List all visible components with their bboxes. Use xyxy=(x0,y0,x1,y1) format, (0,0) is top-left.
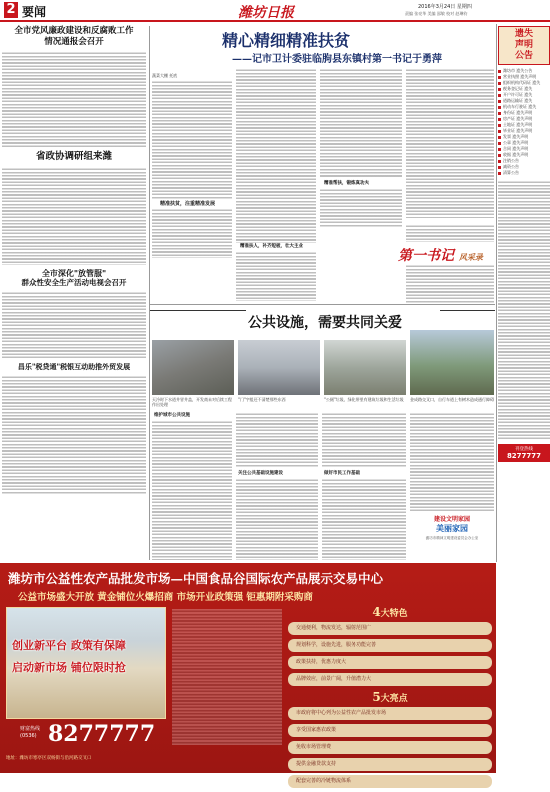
bullet-icon xyxy=(498,154,501,157)
ad-slogan-2: 启动新市场 铺位限时抢 xyxy=(12,661,126,674)
feature-subhead-3: 精准帮扶，锻炼真功夫 xyxy=(324,181,369,186)
headline-party-conduct-sub: 情况通报会召开 xyxy=(44,37,104,47)
public-title: 公共设施，需要共同关爱 xyxy=(248,315,402,331)
notice-item-label: 开户许可证 遗失 xyxy=(503,92,533,97)
ad-advantages xyxy=(288,605,492,792)
ad-advantage-label: 大特色 xyxy=(380,609,408,619)
notices-column xyxy=(498,26,550,776)
bullet-icon xyxy=(498,142,501,145)
notice-item-label: 合同 遗失声明 xyxy=(503,146,529,151)
photo-tree-road xyxy=(410,330,494,395)
date-line: 2016年3月24日 星期四 xyxy=(418,4,472,10)
bullet-icon xyxy=(498,70,501,73)
feature-subhead-1: 精准扶贫，注重精准发展 xyxy=(160,201,216,207)
photo-street xyxy=(238,340,320,395)
bullet-icon xyxy=(498,148,501,151)
ad-feature-item: 享受国家惠农政策 xyxy=(288,724,492,737)
ad-support-title xyxy=(288,690,492,704)
ad-phone-number: 8277777 xyxy=(48,721,156,747)
ad-feature-item: 配套完善的冷链物流体系 xyxy=(288,775,492,788)
notice-item-label: 道路运输证 遗失 xyxy=(503,98,533,103)
notice-item-label: 土地证 遗失声明 xyxy=(503,122,533,127)
article-text xyxy=(2,291,146,359)
market-advertisement xyxy=(0,563,496,784)
feature-title: 精心精细精准扶贫 xyxy=(222,31,351,50)
bullet-icon xyxy=(498,100,501,103)
bullet-icon xyxy=(498,172,501,175)
ad-subline: 公益市场盛大开放 黄金铺位火爆招商 市场开业政策强 钜惠期附采购商 xyxy=(18,592,313,603)
ad-support-num: 5 xyxy=(372,690,381,704)
civilization-promo xyxy=(410,514,494,560)
public-section-c: 做好市民工作基础 xyxy=(324,471,360,476)
notice-title-3: 公告 xyxy=(514,51,533,61)
notice-phone-label: 刊登热线 xyxy=(515,447,533,452)
bullet-icon xyxy=(498,160,501,163)
ad-feature-item: 免收市场管理费 xyxy=(288,741,492,754)
notices-header xyxy=(498,26,550,65)
headline-safety: 群众性安全生产活动电视会召开 xyxy=(21,278,127,287)
article-text xyxy=(2,375,146,495)
promo-line-2: 美丽家园 xyxy=(436,524,468,533)
ad-phone-label: 财富热线 xyxy=(20,726,41,732)
photo-drain-cover xyxy=(152,340,234,395)
headline-tax-loan: 昌乐"税贷通"税银互动助推外贸发展 xyxy=(17,362,131,371)
bullet-icon xyxy=(498,82,501,85)
ad-address: 地址：潍坊市寒亭区双杨街与沿河路交叉口 xyxy=(6,756,92,761)
notice-list xyxy=(498,68,550,176)
ad-feature-item: 政策扶持，优惠力度大 xyxy=(288,656,492,669)
notice-title-1: 遗失 xyxy=(514,29,533,39)
ad-feature-item: 提供金融贷款支持 xyxy=(288,758,492,771)
bullet-icon xyxy=(498,88,501,91)
bullet-icon xyxy=(498,76,501,79)
ad-area-code: (0536) xyxy=(20,733,37,739)
masthead xyxy=(0,0,550,22)
caption-1: 天冷时下水道井冒井盖，开发商未对后续工程作出处理 xyxy=(152,397,232,407)
notice-item-label: 公章 遗失声明 xyxy=(503,140,529,145)
photo-toilet xyxy=(324,340,406,395)
editor-line: 责编 张亮华 美编 邵敏 校对 赵琳钧 xyxy=(405,11,468,16)
headline-party-conduct: 全市党风廉政建设和反腐败工作 xyxy=(14,26,134,36)
article-text xyxy=(2,51,146,147)
notice-item-label: 机动车行驶证 遗失 xyxy=(503,104,537,109)
ad-feature-item: 交通便利，物流发达，辐射范围广 xyxy=(288,622,492,635)
notice-item-label: 身份证 遗失声明 xyxy=(503,110,533,115)
notice-phone: 8277777 xyxy=(506,452,542,460)
ad-support-list xyxy=(288,707,492,788)
left-column xyxy=(0,26,148,560)
page-number: 2 xyxy=(4,2,18,18)
notice-item xyxy=(498,170,550,176)
public-section-b: 关注公共基础设施建设 xyxy=(238,471,283,476)
paper-name: 潍坊日报 xyxy=(238,5,294,21)
notice-phone-box xyxy=(498,444,550,462)
bullet-icon xyxy=(498,166,501,169)
ad-feature-item: 市政府将中心列为公益性农产品批发市场 xyxy=(288,707,492,720)
ad-advantage-title xyxy=(288,605,492,619)
ad-feature-item: 品牌效应，前景广阔，升值潜力大 xyxy=(288,673,492,686)
caption-3: 金成路交叉口，自行车道上有树木造成通行障碍 xyxy=(410,397,494,402)
headline-cppcc: 省政协调研组来潍 xyxy=(35,151,112,162)
ad-advantage-num: 4 xyxy=(372,605,381,619)
bullet-icon xyxy=(498,130,501,133)
headline-reform: 全市深化"放管服" xyxy=(41,268,107,278)
ad-advantage-list xyxy=(288,622,492,686)
feature-subtitle: ——记市卫计委驻临朐县东镇村第一书记于勇萍 xyxy=(232,54,442,65)
feature-photo-caption: 蔬菜大棚 托底 xyxy=(152,73,178,78)
promo-line-1: 建设文明家园 xyxy=(433,516,470,523)
article-text xyxy=(2,167,146,265)
ad-phone-box xyxy=(20,723,170,751)
public-section-a: 维护城市公共设施 xyxy=(154,413,190,418)
ad-feature-item: 规划科学，设施先进，服务功能完善 xyxy=(288,639,492,652)
notice-item-label: 组织机构代码证 遗失 xyxy=(503,80,541,85)
ad-headline: 潍坊市公益性农产品批发市场—中国食品谷国际农产品展示交易中心 xyxy=(8,571,384,586)
banner-title: 第一书记 xyxy=(398,248,454,264)
notice-item-label: 收据 遗失声明 xyxy=(503,152,529,157)
feature-banner xyxy=(398,245,483,265)
notice-item-label: 营业执照 遗失声明 xyxy=(503,74,537,79)
ad-slogan-1: 创业新平台 政策有保障 xyxy=(12,639,126,652)
banner-sub: 风采录 xyxy=(458,252,483,262)
ad-support-label: 大亮点 xyxy=(380,694,408,704)
notice-item-label: 注销公告 xyxy=(503,158,519,163)
bullet-icon xyxy=(498,106,501,109)
notice-title-2: 声明 xyxy=(514,40,533,50)
notice-item-label: 潍坊市 遗失公告 xyxy=(503,68,533,73)
notice-item-label: 毕业证 遗失声明 xyxy=(503,128,533,133)
notice-item-label: 房产证 遗失声明 xyxy=(503,116,533,121)
section-name: 要闻 xyxy=(22,5,47,19)
bullet-icon xyxy=(498,136,501,139)
notice-item-label: 减资公告 xyxy=(503,164,519,169)
bullet-icon xyxy=(498,118,501,121)
notice-item-label: 发票 遗失声明 xyxy=(503,134,529,139)
feature-subhead-2: 精准扶人，补齐短板，壮大主业 xyxy=(240,244,303,249)
bullet-icon xyxy=(498,124,501,127)
bullet-icon xyxy=(498,94,501,97)
caption-2: "门"字组还不清楚那些东西 xyxy=(238,397,286,402)
bullet-icon xyxy=(498,112,501,115)
notice-item-label: 清算公告 xyxy=(503,170,519,175)
promo-line-3: 潍坊市精神文明建设委员会办公室 xyxy=(425,536,479,540)
notice-item-label: 税务登记证 遗失 xyxy=(503,86,533,91)
caption-4: "公厕"垃圾、绿化带里有建筑垃圾和生活垃圾 xyxy=(324,397,404,402)
